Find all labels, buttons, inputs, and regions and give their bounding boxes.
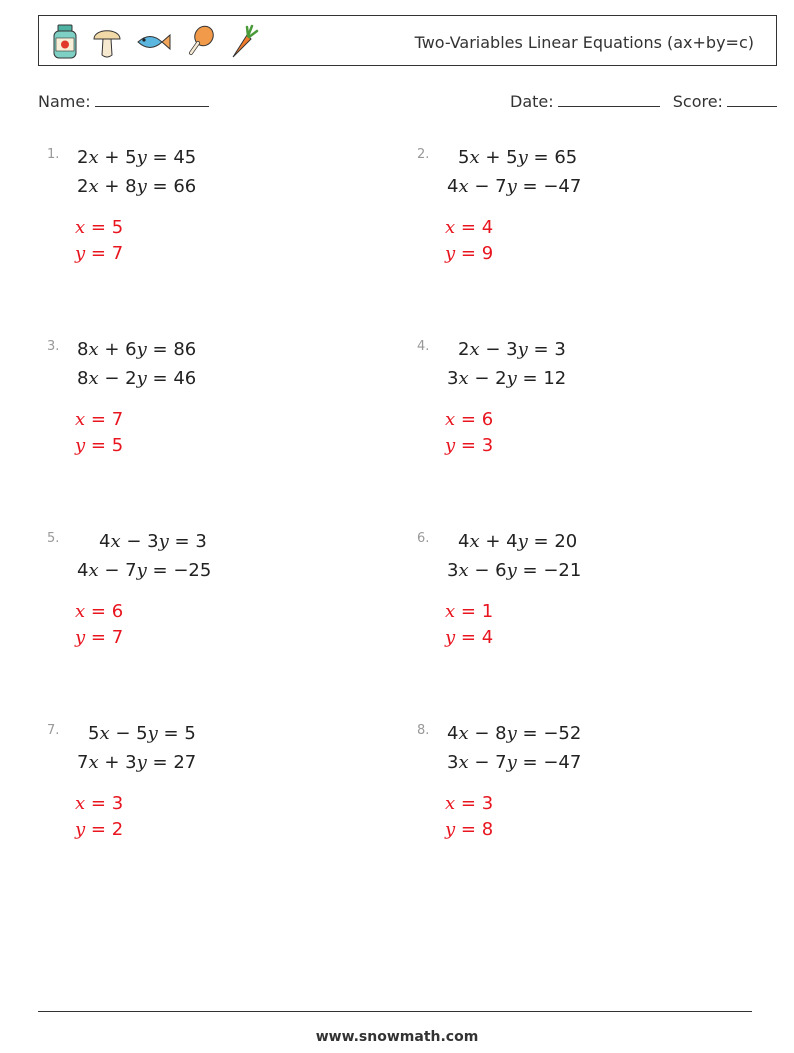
coef-a: 4 bbox=[447, 723, 459, 744]
carrot-icon bbox=[227, 24, 259, 60]
answer-x: x = 5 bbox=[75, 217, 124, 238]
equation-2: 2x + 8y = 66 bbox=[77, 176, 197, 197]
constant: 27 bbox=[173, 752, 197, 773]
constant: 86 bbox=[173, 339, 197, 360]
worksheet-title: Two-Variables Linear Equations (ax+by=c) bbox=[414, 33, 754, 52]
coef-a: 3 bbox=[447, 752, 459, 773]
problem-number: 2. bbox=[417, 147, 430, 162]
answer-y: y = 2 bbox=[75, 819, 124, 840]
answer-y: y = 4 bbox=[445, 627, 494, 648]
constant: −47 bbox=[543, 176, 582, 197]
constant: 65 bbox=[554, 147, 578, 168]
date-label: Date: bbox=[510, 92, 554, 111]
operator: − bbox=[474, 368, 490, 389]
answer-value: 4 bbox=[481, 627, 494, 648]
constant: 20 bbox=[554, 531, 578, 552]
drumstick-icon bbox=[184, 24, 216, 60]
equation-1: 4x − 3y = 3 bbox=[99, 531, 207, 552]
constant: 5 bbox=[184, 723, 196, 744]
answer-y: y = 9 bbox=[445, 243, 494, 264]
answer-x: x = 7 bbox=[75, 409, 124, 430]
problem-4 bbox=[417, 339, 747, 489]
name-blank[interactable] bbox=[95, 92, 209, 107]
problem-5 bbox=[47, 531, 377, 681]
equation-1: 5x − 5y = 5 bbox=[88, 723, 196, 744]
constant: 3 bbox=[554, 339, 566, 360]
answer-x: x = 4 bbox=[445, 217, 494, 238]
operator: + bbox=[104, 339, 120, 360]
answer-value: 4 bbox=[481, 217, 494, 238]
equation-1: 8x + 6y = 86 bbox=[77, 339, 197, 360]
answer-value: 2 bbox=[111, 819, 124, 840]
answer-y: y = 5 bbox=[75, 435, 124, 456]
answer-value: 8 bbox=[481, 819, 494, 840]
operator: − bbox=[104, 560, 120, 581]
score-blank[interactable] bbox=[727, 92, 777, 107]
answer-value: 7 bbox=[111, 627, 124, 648]
equation-2: 8x − 2y = 46 bbox=[77, 368, 197, 389]
coef-a: 4 bbox=[458, 531, 470, 552]
constant: 12 bbox=[543, 368, 567, 389]
coef-b: 5 bbox=[125, 147, 137, 168]
equation-2: 3x − 2y = 12 bbox=[447, 368, 567, 389]
coef-a: 8 bbox=[77, 339, 89, 360]
coef-a: 2 bbox=[458, 339, 470, 360]
coef-a: 4 bbox=[447, 176, 459, 197]
coef-a: 5 bbox=[88, 723, 100, 744]
mushroom-icon bbox=[91, 24, 123, 60]
operator: − bbox=[485, 339, 501, 360]
operator: − bbox=[474, 560, 490, 581]
answer-value: 9 bbox=[481, 243, 494, 264]
coef-b: 3 bbox=[147, 531, 159, 552]
answer-y: y = 7 bbox=[75, 627, 124, 648]
coef-b: 3 bbox=[506, 339, 518, 360]
coef-b: 2 bbox=[125, 368, 137, 389]
coef-a: 7 bbox=[77, 752, 89, 773]
operator: − bbox=[474, 752, 490, 773]
constant: −21 bbox=[543, 560, 582, 581]
equation-2: 4x − 7y = −47 bbox=[447, 176, 582, 197]
answer-y: y = 7 bbox=[75, 243, 124, 264]
equation-2: 7x + 3y = 27 bbox=[77, 752, 197, 773]
answer-x: x = 3 bbox=[75, 793, 124, 814]
answer-value: 3 bbox=[111, 793, 124, 814]
footer-url: www.snowmath.com bbox=[315, 1029, 479, 1045]
coef-a: 3 bbox=[447, 560, 459, 581]
answer-value: 7 bbox=[111, 409, 124, 430]
answer-y: y = 3 bbox=[445, 435, 494, 456]
problem-6 bbox=[417, 531, 747, 681]
equation-1: 4x + 4y = 20 bbox=[458, 531, 578, 552]
coef-a: 5 bbox=[458, 147, 470, 168]
operator: − bbox=[104, 368, 120, 389]
fish-icon bbox=[132, 24, 172, 60]
coef-b: 3 bbox=[125, 752, 137, 773]
operator: − bbox=[474, 176, 490, 197]
answer-value: 5 bbox=[111, 435, 124, 456]
equation-1: 2x − 3y = 3 bbox=[458, 339, 566, 360]
coef-a: 8 bbox=[77, 368, 89, 389]
answer-value: 6 bbox=[111, 601, 124, 622]
constant: 66 bbox=[173, 176, 197, 197]
problem-number: 1. bbox=[47, 147, 60, 162]
problem-number: 6. bbox=[417, 531, 430, 546]
answer-value: 1 bbox=[481, 601, 494, 622]
answer-value: 3 bbox=[481, 793, 494, 814]
coef-b: 6 bbox=[495, 560, 507, 581]
coef-b: 5 bbox=[136, 723, 148, 744]
problem-number: 4. bbox=[417, 339, 430, 354]
operator: + bbox=[104, 752, 120, 773]
score-label: Score: bbox=[672, 92, 723, 111]
date-score-fields bbox=[510, 92, 777, 111]
equation-1: 5x + 5y = 65 bbox=[458, 147, 578, 168]
equation-1: 4x − 8y = −52 bbox=[447, 723, 582, 744]
answer-x: x = 6 bbox=[75, 601, 124, 622]
name-field bbox=[38, 92, 209, 111]
operator: + bbox=[485, 531, 501, 552]
constant: 46 bbox=[173, 368, 197, 389]
operator: − bbox=[115, 723, 131, 744]
coef-a: 4 bbox=[99, 531, 111, 552]
coef-b: 2 bbox=[495, 368, 507, 389]
operator: − bbox=[126, 531, 142, 552]
coef-a: 4 bbox=[77, 560, 89, 581]
equation-2: 4x − 7y = −25 bbox=[77, 560, 212, 581]
coef-b: 7 bbox=[495, 176, 507, 197]
coef-b: 7 bbox=[125, 560, 137, 581]
problem-7 bbox=[47, 723, 377, 873]
problem-2 bbox=[417, 147, 747, 297]
coef-a: 2 bbox=[77, 176, 89, 197]
answer-value: 6 bbox=[481, 409, 494, 430]
coef-a: 3 bbox=[447, 368, 459, 389]
operator: + bbox=[104, 176, 120, 197]
coef-b: 5 bbox=[506, 147, 518, 168]
answer-value: 7 bbox=[111, 243, 124, 264]
constant: −47 bbox=[543, 752, 582, 773]
equation-1: 2x + 5y = 45 bbox=[77, 147, 197, 168]
constant: 3 bbox=[195, 531, 207, 552]
problem-number: 8. bbox=[417, 723, 430, 738]
operator: + bbox=[485, 147, 501, 168]
name-label: Name: bbox=[38, 92, 91, 111]
jar-icon bbox=[49, 24, 81, 60]
answer-y: y = 8 bbox=[445, 819, 494, 840]
date-blank[interactable] bbox=[558, 92, 660, 107]
coef-b: 8 bbox=[125, 176, 137, 197]
answer-value: 3 bbox=[481, 435, 494, 456]
coef-b: 4 bbox=[506, 531, 518, 552]
coef-b: 8 bbox=[495, 723, 507, 744]
coef-a: 2 bbox=[77, 147, 89, 168]
constant: 45 bbox=[173, 147, 197, 168]
answer-x: x = 1 bbox=[445, 601, 494, 622]
problem-3 bbox=[47, 339, 377, 489]
problem-number: 3. bbox=[47, 339, 60, 354]
problem-1 bbox=[47, 147, 377, 297]
operator: − bbox=[474, 723, 490, 744]
equation-2: 3x − 6y = −21 bbox=[447, 560, 582, 581]
problem-number: 5. bbox=[47, 531, 60, 546]
problem-8 bbox=[417, 723, 747, 873]
worksheet-header bbox=[38, 15, 777, 66]
footer-divider bbox=[38, 1011, 752, 1012]
constant: −25 bbox=[173, 560, 212, 581]
answer-x: x = 6 bbox=[445, 409, 494, 430]
operator: + bbox=[104, 147, 120, 168]
constant: −52 bbox=[543, 723, 582, 744]
answer-x: x = 3 bbox=[445, 793, 494, 814]
problem-number: 7. bbox=[47, 723, 60, 738]
coef-b: 7 bbox=[495, 752, 507, 773]
coef-b: 6 bbox=[125, 339, 137, 360]
equation-2: 3x − 7y = −47 bbox=[447, 752, 582, 773]
answer-value: 5 bbox=[111, 217, 124, 238]
